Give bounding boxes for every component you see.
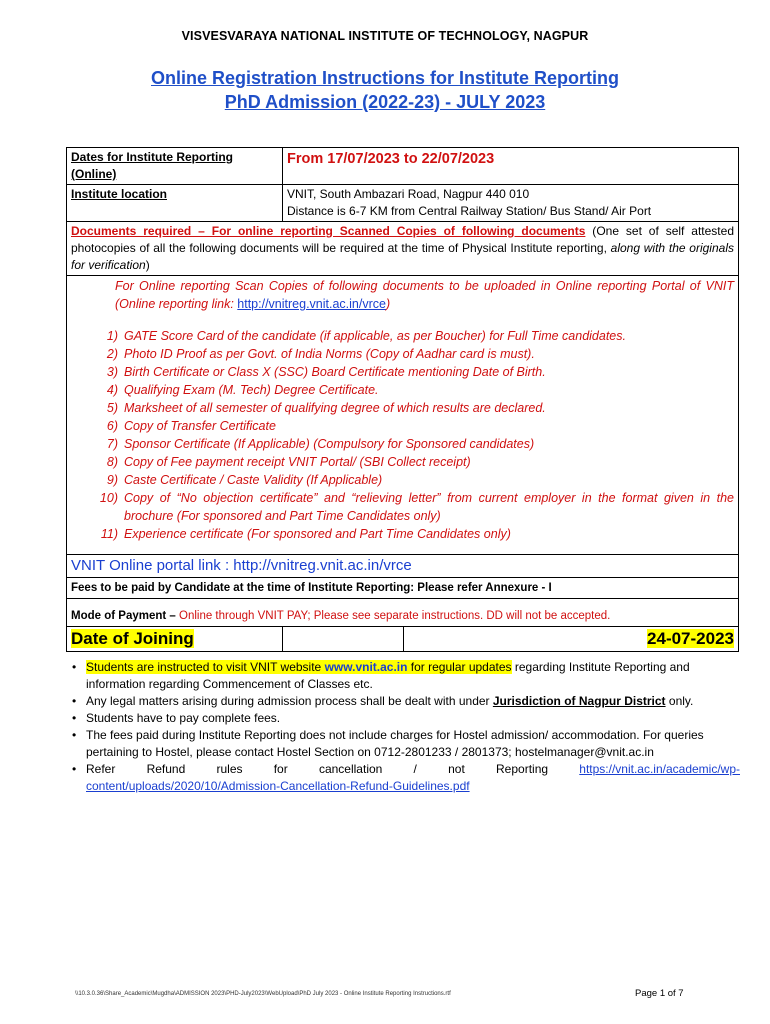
location-value-cell bbox=[283, 185, 739, 222]
scan-intro-close: ) bbox=[385, 297, 391, 311]
joining-date: 24-07-2023 bbox=[647, 629, 734, 648]
payment-mode-cell bbox=[67, 599, 739, 627]
note-jurisdiction-pre: Any legal matters arising during admission process shall be dealt with under bbox=[86, 694, 493, 708]
document-item-number: 3) bbox=[106, 365, 118, 379]
dates-value-cell bbox=[283, 148, 739, 185]
note-jurisdiction bbox=[70, 693, 740, 710]
joining-date-cell bbox=[404, 627, 739, 652]
documents-italic: along with the originals for verification bbox=[71, 241, 734, 272]
document-list bbox=[71, 327, 734, 543]
refund-word-1: • Refer bbox=[86, 762, 116, 776]
document-item bbox=[71, 453, 734, 471]
note-jurisdiction-post: only. bbox=[665, 694, 694, 708]
document-item-text: Caste Certificate / Caste Validity (If Applicable) bbox=[124, 473, 383, 487]
institute-name: VISVESVARAYA NATIONAL INSTITUTE OF TECHNOLOGY, NAGPUR bbox=[181, 29, 589, 43]
document-item bbox=[71, 417, 734, 435]
refund-word-2: Refund bbox=[146, 762, 186, 776]
note-website-highlight bbox=[86, 660, 512, 674]
location-row bbox=[67, 185, 739, 222]
fees-text: Fees to be paid by Candidate at the time of Institute Reporting: Please refer Annexure - I bbox=[67, 578, 739, 599]
document-item-number: 6) bbox=[106, 419, 118, 433]
footer-file-path: \\10.3.0.36\Share_Academic\Mugdha\ADMISSION 2023\PHD-July2023\WebUpload\PhD July 2023 - Online Institute Reporting Instructions.rtf bbox=[75, 991, 451, 997]
payment-mode-label: Mode of Payment – bbox=[71, 610, 179, 622]
location-label: Institute location bbox=[71, 187, 167, 201]
document-item-number: 2) bbox=[106, 347, 118, 361]
document-item bbox=[71, 363, 734, 381]
refund-word-8: Reporting bbox=[496, 762, 549, 776]
document-item-text: Copy of “No objection certificate” and “relieving letter” from current employer in the format given in the brochure (For sponsored and Part Time Candidates only) bbox=[124, 491, 734, 523]
payment-mode-text: Online through VNIT PAY; Please see separate instructions. DD will not be accepted. bbox=[179, 610, 611, 622]
note-jurisdiction-bold: Jurisdiction of Nagpur District bbox=[492, 694, 666, 708]
document-item-number: 4) bbox=[106, 383, 118, 397]
note-refund bbox=[70, 761, 740, 795]
dates-label-cell bbox=[67, 148, 283, 185]
document-item-text: Photo ID Proof as per Govt. of India Norms (Copy of Aadhar card is must). bbox=[124, 347, 535, 361]
notes-list bbox=[70, 659, 740, 795]
scan-intro bbox=[71, 277, 734, 313]
refund-word-3: rules bbox=[216, 762, 243, 776]
location-line-2: Distance is 6-7 KM from Central Railway Station/ Bus Stand/ Air Port bbox=[287, 204, 652, 218]
document-item-number: 1) bbox=[106, 329, 118, 343]
note-fees: • Students have to pay complete fees. bbox=[70, 710, 740, 727]
document-item-text: Copy of Transfer Certificate bbox=[124, 419, 276, 433]
documents-required-row bbox=[67, 222, 739, 276]
document-item-text: Marksheet of all semester of qualifying degree of which results are declared. bbox=[124, 401, 546, 415]
page-number: Page 1 of 7 bbox=[635, 988, 684, 999]
fees-row bbox=[67, 578, 739, 599]
document-item bbox=[71, 399, 734, 417]
document-item-text: Birth Certificate or Class X (SSC) Board Certificate mentioning Date of Birth. bbox=[124, 365, 546, 379]
document-item-number: 8) bbox=[106, 455, 118, 469]
reporting-link[interactable]: http://vnitreg.vnit.ac.in/vrce bbox=[237, 297, 386, 311]
scan-list-row bbox=[67, 276, 739, 555]
documents-paren-open: ( bbox=[585, 224, 597, 238]
title-line-2: PhD Admission (2022-23) - JULY 2023 bbox=[224, 92, 546, 112]
document-item-number: 11) bbox=[100, 527, 118, 541]
location-label-cell bbox=[67, 185, 283, 222]
note-website-pre: Students are instructed to visit VNIT website bbox=[86, 660, 325, 674]
note-website bbox=[70, 659, 740, 693]
joining-empty-cell bbox=[283, 627, 404, 652]
dates-label: Dates for Institute Reporting (Online) bbox=[71, 150, 234, 181]
note-website-post: regarding Institute Reporting and information regarding Commencement of Classes etc. bbox=[86, 660, 690, 691]
documents-text: One set of self attested photocopies of all the following documents will be required at the time of Physical Institute reporting, bbox=[71, 224, 734, 255]
refund-line bbox=[86, 761, 740, 778]
document-item-number: 10) bbox=[99, 491, 118, 505]
refund-word-6: / bbox=[413, 762, 417, 776]
portal-link[interactable]: VNIT Online portal link : http://vnitreg.vnit.ac.in/vrce bbox=[67, 555, 739, 578]
document-item bbox=[71, 345, 734, 363]
dates-row bbox=[67, 148, 739, 185]
document-item bbox=[71, 435, 734, 453]
payment-mode-row bbox=[67, 599, 739, 627]
location-line-1: VNIT, South Ambazari Road, Nagpur 440 010 bbox=[287, 187, 530, 201]
title-line-1: Online Registration Instructions for Institute Reporting bbox=[150, 68, 619, 88]
document-item-text: Qualifying Exam (M. Tech) Degree Certificate. bbox=[124, 383, 379, 397]
joining-label-cell bbox=[67, 627, 283, 652]
note-hostel: • The fees paid during Institute Reporting does not include charges for Hostel admission/ accommodation. For queries pertaining to Hostel, please contact Hostel Section on 0712-2801233 / 2801373; hostelmanager@vnit.ac.in bbox=[70, 727, 740, 761]
dates-value: From 17/07/2023 to 22/07/2023 bbox=[287, 151, 495, 167]
joining-label: Date of Joining bbox=[71, 629, 194, 648]
page-title bbox=[0, 66, 770, 114]
scan-list-cell bbox=[67, 276, 739, 555]
website-link[interactable]: www.vnit.ac.in bbox=[324, 660, 408, 674]
portal-row bbox=[67, 555, 739, 578]
instructions-table bbox=[66, 147, 739, 652]
document-item-text: GATE Score Card of the candidate (if applicable, as per Boucher) for Full Time candidates. bbox=[124, 329, 626, 343]
document-item-text: Copy of Fee payment receipt VNIT Portal/ (SBI Collect receipt) bbox=[124, 455, 471, 469]
documents-required-cell bbox=[67, 222, 739, 276]
document-item bbox=[71, 525, 734, 543]
document-item-number: 9) bbox=[106, 473, 118, 487]
joining-row bbox=[67, 627, 739, 652]
refund-link-part-2[interactable]: content/uploads/2020/10/Admission-Cancellation-Refund-Guidelines.pdf bbox=[86, 779, 470, 793]
refund-word-4: for bbox=[273, 762, 288, 776]
refund-word-5: cancellation bbox=[318, 762, 383, 776]
refund-word-7: not bbox=[448, 762, 465, 776]
scan-intro-text: For Online reporting Scan Copies of following documents to be uploaded in Online reporting Portal of VNIT (Online reporting link: bbox=[115, 279, 734, 311]
document-item-text: Experience certificate (For sponsored and Part Time Candidates only) bbox=[124, 527, 511, 541]
documents-heading: Documents required – For online reporting Scanned Copies of following documents bbox=[71, 224, 586, 238]
document-item bbox=[71, 471, 734, 489]
document-item-number: 7) bbox=[106, 437, 118, 451]
document-item bbox=[71, 327, 734, 345]
refund-link-part-1[interactable]: https://vnit.ac.in/academic/wp- bbox=[579, 762, 740, 776]
document-item-text: Sponsor Certificate (If Applicable) (Compulsory for Sponsored candidates) bbox=[124, 437, 535, 451]
document-item-number: 5) bbox=[106, 401, 118, 415]
document-item bbox=[71, 489, 734, 525]
note-website-mid: for regular updates bbox=[407, 660, 512, 674]
documents-paren-close: ) bbox=[145, 258, 150, 272]
document-item bbox=[71, 381, 734, 399]
